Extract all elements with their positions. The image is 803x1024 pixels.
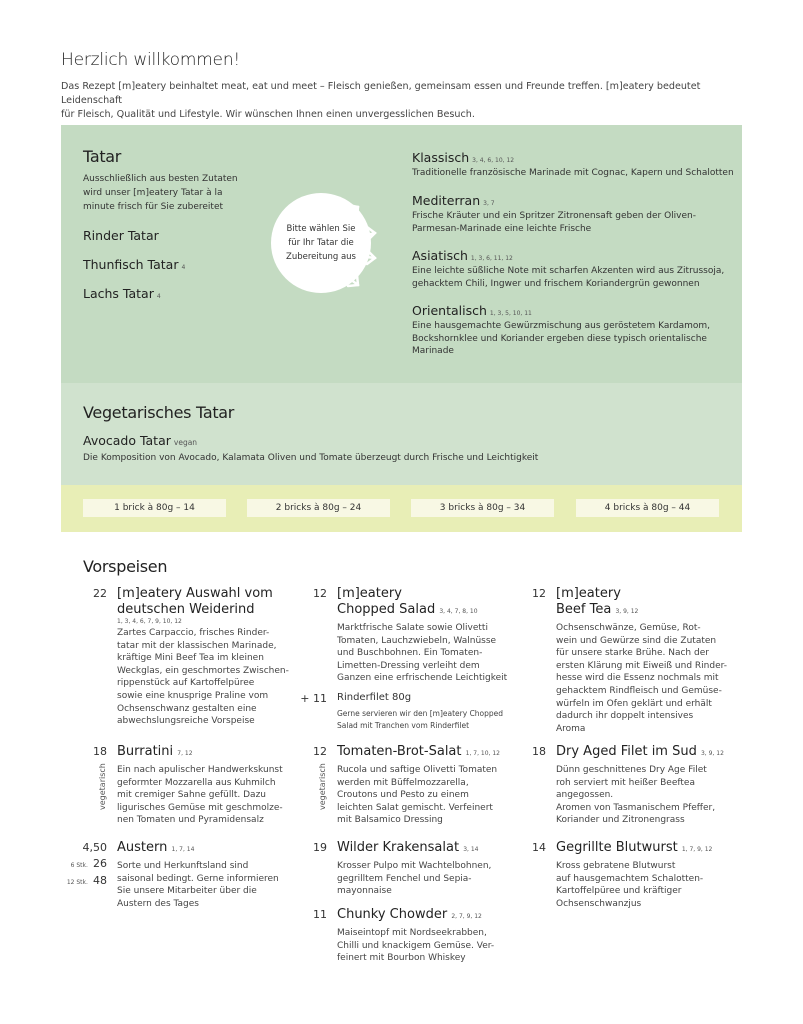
tatar-description: Ausschließlich aus besten Zutaten wird unser [m]eatery Tatar à la minute frisch für Sie zubereitet [83,174,238,212]
starters-title: Vorspeisen [83,557,168,576]
tatar-type-lachs[interactable] [83,286,161,301]
item-title: [m]eatery Beef Tea [556,586,621,617]
allergens: 1, 7, 14 [171,846,195,853]
allergens: 3, 14 [463,846,479,853]
oyster-sub-prices [67,855,107,889]
allergens: 2, 7, 9, 12 [451,913,482,920]
item-title: Chunky Chowder [337,907,448,922]
allergens: 3, 4, 7, 8, 10 [439,608,478,615]
item-description: Maiseintopf mit Nordseekrabben, Chilli und knackigem Gemüse. Ver- feinert mit Bourbon Whiskey [337,928,495,964]
item-price: 12 [313,745,327,758]
tatar-type-name: Thunfisch Tatar [83,257,179,272]
allergens: 4 [181,264,186,271]
item-price: 11 [313,908,327,921]
menu-item[interactable] [313,907,537,965]
tatar-title: Tatar [83,147,122,166]
quantity: 12 Stk. [66,879,88,886]
addon-price: + 11 [300,692,327,705]
item-description: Sorte und Herkunftsland sind saisonal bedingt. Gerne informieren Sie unsere Mitarbeiter über die Austern des Tages [117,861,279,909]
item-title: Tomaten-Brot-Salat [337,744,462,759]
item-description: Ochsenschwänze, Gemüse, Rot- wein und Gewürze sind die Zutaten für unsere starke Brühe. Nach der ersten Klärung mit Eiweiß und Rinder- hesse wird die Essenz nochmals mit gehacktem Rindfleisch und Gemüse- würfeln im Ofen geklärt und erhält dadurch ihr doppelt intensives Aroma [556,623,727,734]
item-price: 12 [532,587,546,600]
item-title: [m]eatery Chopped Salad [337,586,436,617]
allergens: 1, 3, 6, 11, 12 [470,255,513,262]
item-price: 26 [93,857,107,870]
preparation-klassisch[interactable] [412,150,742,180]
tatar-type-thunfisch[interactable] [83,257,185,272]
allergens: 1, 7, 10, 12 [465,750,500,757]
allergens: 3, 9, 12 [700,750,724,757]
preparation-asiatisch[interactable] [412,248,742,290]
preparation-name: Klassisch [412,150,470,165]
item-price: 48 [93,874,107,887]
item-title: Gegrillte Blutwurst [556,840,678,855]
addon-title: Rinderfilet 80g [337,692,412,703]
preparation-description: Traditionelle französische Marinade mit Cognac, Kapern und Schalotten [412,168,734,178]
menu-item[interactable] [313,586,537,685]
allergens: 1, 3, 5, 10, 11 [489,310,532,317]
brick-option-4[interactable]: 4 bricks à 80g – 44 [576,499,719,517]
allergens: 1, 7, 9, 12 [681,846,713,853]
allergens: 1, 3, 4, 6, 7, 9, 10, 12 [117,618,182,625]
intro-text: Das Rezept [m]eatery beinhaltet meat, eat und meet – Fleisch genießen, gemeinsam essen und Freunde treffen. [m]eatery bedeutet Leidenschaft für Fleisch, Qualität und Lifestyle. Wir wünschen Ihnen einen unvergesslichen Besuch. [61,81,701,120]
item-price: 18 [532,745,546,758]
preparation-description: Frische Kräuter und ein Spritzer Zitronensaft geben der Oliven- Parmesan-Marinade eine leichte Frische [412,211,697,234]
preparation-orientalisch[interactable] [412,303,742,358]
item-description: Marktfrische Salate sowie Olivetti Tomaten, Lauchzwiebeln, Walnüsse und Buschbohnen. Ein Tomaten- Limetten-Dressing verleiht dem Ganzen eine erfrischende Leichtigkeit [337,623,508,684]
item-price: 12 [313,587,327,600]
item-title: Austern [117,840,168,855]
addon-description: Gerne servieren wir den [m]eatery Chopped Salad mit Tranchen vom Rinderfilet [337,709,504,730]
quantity: 6 Stk. [70,862,88,869]
preparation-description: Eine leichte süßliche Note mit scharfen Akzenten wird aus Zitrussoja, gehacktem Chili, Ingwer und frischem Koriandergrün gewonnen [412,266,725,289]
tatar-type-name: Rinder Tatar [83,228,159,243]
item-title: Dry Aged Filet im Sud [556,744,697,759]
item-description: Dünn geschnittenes Dry Age Filet roh serviert mit heißer Beeftea angegossen. Aromen von Tasmanischem Pfeffer, Koriander und Zitronengrass [556,765,716,826]
vegetarian-label: vegetarisch [318,763,327,810]
item-price: 4,50 [82,841,107,854]
item-description: Kross gebratene Blutwurst auf hausgemachtem Schalotten- Kartoffelpüree und kräftiger Ochsenschwanzjus [556,861,704,909]
menu-item[interactable] [532,840,756,910]
menu-item[interactable] [532,586,756,735]
allergens: 3, 9, 12 [615,608,639,615]
vegan-tag: vegan [173,438,198,447]
addon-item[interactable] [300,691,537,732]
brick-option-1[interactable]: 1 brick à 80g – 14 [83,499,226,517]
veg-tatar-title: Vegetarisches Tatar [83,403,235,422]
preparation-name: Asiatisch [412,248,468,263]
item-description: Rucola und saftige Olivetti Tomaten werden mit Büffelmozzarella, Croutons und Pesto zu einem leichten Salat gemischt. Verfeinert mit Balsamico Dressing [337,765,498,826]
allergens: 7, 12 [177,750,193,757]
vegetarian-label: vegetarisch [98,763,107,810]
preparation-name: Orientalisch [412,303,487,318]
item-price: 18 [93,745,107,758]
tatar-type-name: Lachs Tatar [83,286,154,301]
item-price: 22 [93,587,107,600]
avocado-tatar[interactable] [83,433,197,448]
allergens: 3, 4, 6, 10, 12 [472,157,515,164]
item-title: Wilder Krakensalat [337,840,460,855]
veg-tatar-description: Die Komposition von Avocado, Kalamata Oliven und Tomate überzeugt durch Frische und Leichtigkeit [83,453,539,463]
preparation-name: Mediterran [412,193,481,208]
allergens: 4 [156,293,161,300]
item-description: Ein nach apulischer Handwerkskunst geformter Mozzarella aus Kuhmilch mit cremiger Sahne gefüllt. Dazu ligurisches Gemüse mit geschmolze- nen Tomaten und Pyramidensalz [117,765,283,826]
brick-option-2[interactable]: 2 bricks à 80g – 24 [247,499,390,517]
preparation-mediterran[interactable] [412,193,742,235]
item-title: Burratini [117,744,174,759]
menu-item[interactable] [313,840,537,898]
veg-tatar-name: Avocado Tatar [83,433,171,448]
item-title: [m]eatery Auswahl vom deutschen Weiderind [117,586,273,617]
tatar-type-rinder[interactable] [83,228,159,243]
item-description: Zartes Carpaccio, frisches Rinder- tatar mit der klassischen Marinade, kräftige Mini Beef Tea im kleinen Weckglas, ein geschmortes Zwischen- rippenstück auf Kartoffelpüree sowie eine knusprige Praline vom Ochsenschwanz gestalten eine abwechslungsreiche Vorspeise [117,628,289,727]
menu-item[interactable] [93,586,317,728]
item-price: 14 [532,841,546,854]
allergens: 3, 7 [483,200,495,207]
page-title: Herzlich willkommen! [61,50,241,70]
menu-item[interactable] [532,744,756,827]
item-description: Krosser Pulpo mit Wachtelbohnen, gegrilltem Fenchel und Sepia- mayonnaise [337,861,492,897]
item-price: 19 [313,841,327,854]
brick-option-3[interactable]: 3 bricks à 80g – 34 [411,499,554,517]
preparation-description: Eine hausgemachte Gewürzmischung aus geröstetem Kardamom, Bockshornklee und Koriander ergeben diese typisch orientalische Marinade [412,321,711,356]
choose-preparation-circle: Bitte wählen Sie für Ihr Tatar die Zubereitung aus [271,193,371,293]
